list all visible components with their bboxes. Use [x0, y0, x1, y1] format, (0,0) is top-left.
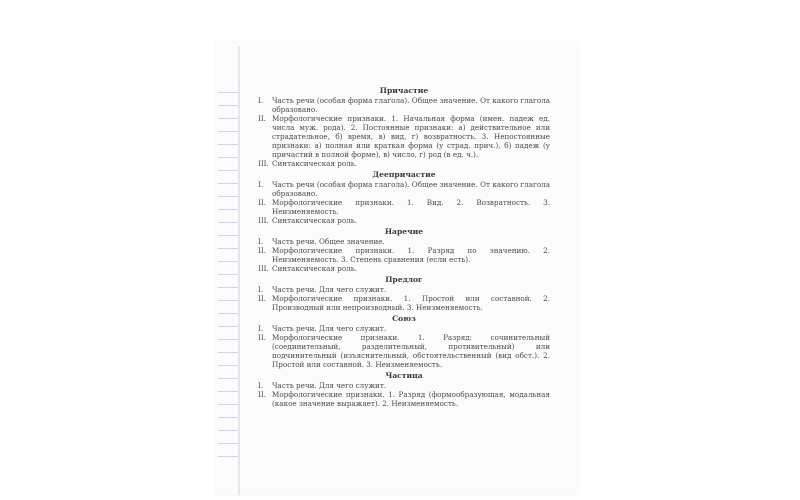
item-text: Синтаксическая роль. [272, 159, 357, 168]
item-number: I. [258, 381, 264, 390]
item-text: Часть речи. Общее значение. [272, 237, 385, 246]
section-title: Предлог [385, 275, 423, 284]
item-number: I. [258, 285, 264, 294]
list-item [258, 216, 550, 225]
section-title: Союз [392, 314, 416, 323]
item-text: Синтаксическая роль. [272, 216, 357, 225]
list-item [258, 96, 550, 114]
item-text: Часть речи. Для чего служит. [272, 324, 387, 333]
item-text: Морфологические признаки. 1. Разряд по значению. 2. Неизменяемость. 3. Степень сравнения (если есть). [272, 246, 550, 264]
list-item [258, 285, 550, 294]
list-item [258, 114, 550, 159]
list-item [258, 198, 550, 216]
section-soyuz [258, 314, 550, 369]
section-chastitsa [258, 371, 550, 408]
page-binding-line [238, 46, 240, 495]
item-text: Морфологические признаки. 1. Вид. 2. Возвратность. 3. Неизменяемость. [272, 198, 550, 216]
item-number: II. [258, 198, 266, 207]
list-item [258, 264, 550, 273]
item-text: Морфологические признаки. 1. Простой или составной. 2. Производный или непроизводный. 3. Неизменяемость. [272, 294, 550, 312]
item-text: Морфологические признаки. 1. Разряд: сочинительный (соединительный, разделительный, противительный) или подчинительный (изъяснительный, обстоятельственный (вид обст.). 2. Простой или составной. 3. Неизменяемость. [272, 333, 550, 369]
item-number: I. [258, 237, 264, 246]
list-item [258, 324, 550, 333]
section-title: Частица [385, 371, 423, 380]
item-number: III. [258, 159, 269, 168]
item-number: I. [258, 180, 264, 189]
item-number: I. [258, 96, 264, 105]
list-item [258, 333, 550, 369]
list-item [258, 294, 550, 312]
item-number: III. [258, 216, 269, 225]
section-deeprichastie [258, 170, 550, 225]
item-number: II. [258, 114, 266, 123]
item-text: Часть речи (особая форма глагола). Общее значение. От какого глагола образовано. [272, 96, 550, 114]
section-prichastie [258, 86, 550, 168]
ruled-page-edge [218, 80, 238, 466]
item-number: III. [258, 264, 269, 273]
section-predlog [258, 275, 550, 312]
item-text: Морфологические признаки. 1. Начальная форма (имен. падеж ед. числа муж. рода). 2. Постоянные признаки: а) действительное или страдательное, б) время, в) вид, г) возвратность. 3. Непостоянные признаки: а) полная или краткая форма (у страд. прич.), б) падеж (у причастий в полной форме), в) число, г) род (в ед. ч.). [272, 114, 550, 159]
item-number: I. [258, 324, 264, 333]
list-item [258, 237, 550, 246]
section-title: Причастие [379, 86, 429, 95]
item-number: II. [258, 246, 266, 255]
list-item [258, 246, 550, 264]
item-text: Синтаксическая роль. [272, 264, 357, 273]
section-title: Деепричастие [372, 170, 436, 179]
item-text: Часть речи. Для чего служит. [272, 381, 387, 390]
list-item [258, 390, 550, 408]
section-title: Наречие [384, 227, 424, 236]
item-number: II. [258, 390, 266, 399]
item-text: Часть речи (особая форма глагола). Общее значение. От какого глагола образовано. [272, 180, 550, 198]
page-content [258, 84, 550, 408]
section-narechie [258, 227, 550, 273]
list-item [258, 381, 550, 390]
item-text: Морфологические признаки. 1. Разряд (формообразующая, модальная (какое значение выражает). 2. Неизменяемость. [272, 390, 550, 408]
item-text: Часть речи. Для чего служит. [272, 285, 387, 294]
list-item [258, 180, 550, 198]
item-number: II. [258, 333, 266, 342]
list-item [258, 159, 550, 168]
item-number: II. [258, 294, 266, 303]
